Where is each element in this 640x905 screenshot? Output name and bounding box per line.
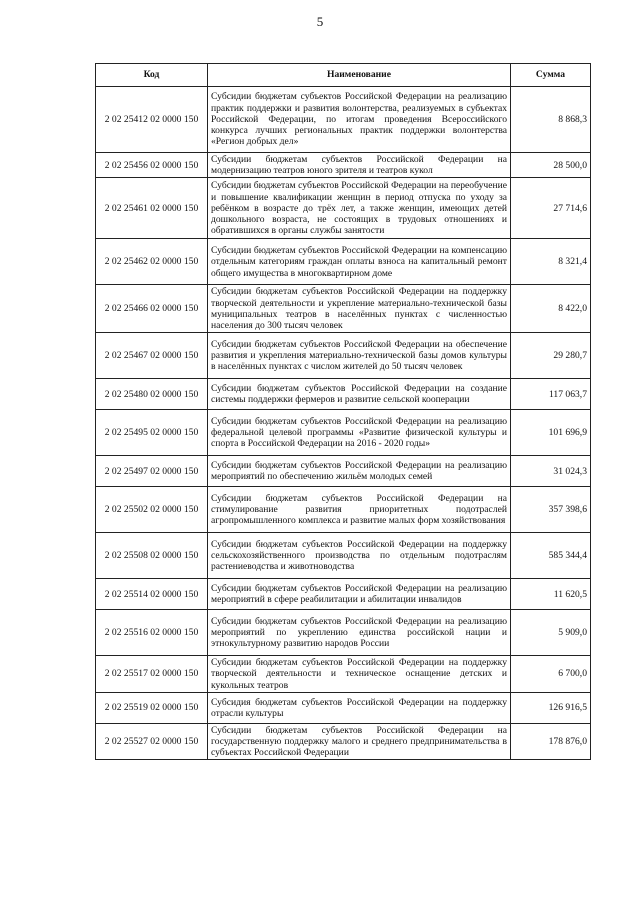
name-cell: Субсидии бюджетам субъектов Российской Федерации на компенсацию отдельным категориям граждан оплаты взноса на капитальный ремонт общего имущества в многоквартирном доме [208, 239, 511, 285]
code-cell: 2 02 25527 02 0000 150 [96, 723, 208, 760]
sum-cell: 357 398,6 [511, 487, 591, 533]
table-row [96, 239, 591, 285]
header-code: Код [96, 64, 208, 87]
table-row [96, 456, 591, 487]
sum-cell: 27 714,6 [511, 178, 591, 239]
table-row [96, 87, 591, 153]
header-name: Наименование [208, 64, 511, 87]
code-cell: 2 02 25461 02 0000 150 [96, 178, 208, 239]
code-cell: 2 02 25516 02 0000 150 [96, 610, 208, 656]
table-row [96, 723, 591, 760]
table-row [96, 178, 591, 239]
code-cell: 2 02 25502 02 0000 150 [96, 487, 208, 533]
sum-cell: 8 868,3 [511, 87, 591, 153]
code-cell: 2 02 25462 02 0000 150 [96, 239, 208, 285]
sum-cell: 126 916,5 [511, 692, 591, 723]
table-row [96, 379, 591, 410]
name-cell: Субсидии бюджетам субъектов Российской Федерации на поддержку творческой деятельности и техническое оснащение детских и кукольных театров [208, 656, 511, 693]
code-cell: 2 02 25514 02 0000 150 [96, 579, 208, 610]
code-cell: 2 02 25467 02 0000 150 [96, 333, 208, 379]
code-cell: 2 02 25517 02 0000 150 [96, 656, 208, 693]
sum-cell: 8 321,4 [511, 239, 591, 285]
name-cell: Субсидии бюджетам субъектов Российской Федерации на реализацию федеральной целевой программы «Развитие физической культуры и спорта в Российской Федерации на 2016 - 2020 годы» [208, 410, 511, 456]
name-cell: Субсидии бюджетам субъектов Российской Федерации на поддержку сельскохозяйственного производства по отдельным подотраслям растениеводства и животноводства [208, 533, 511, 579]
sum-cell: 28 500,0 [511, 153, 591, 178]
sum-cell: 117 063,7 [511, 379, 591, 410]
name-cell: Субсидии бюджетам субъектов Российской Федерации на реализацию мероприятий по обеспечению жильём молодых семей [208, 456, 511, 487]
code-cell: 2 02 25495 02 0000 150 [96, 410, 208, 456]
code-cell: 2 02 25508 02 0000 150 [96, 533, 208, 579]
name-cell: Субсидии бюджетам субъектов Российской Федерации на реализацию мероприятий по укреплению единства российской нации и этнокультурному развитию народов России [208, 610, 511, 656]
name-cell: Субсидии бюджетам субъектов Российской Федерации на переобучение и повышение квалификации женщин в период отпуска по уходу за ребёнком в возрасте до трёх лет, а также женщин, имеющих детей дошкольного возраста, не состоящих в трудовых отношениях и обратившихся в органы службы занятости [208, 178, 511, 239]
sum-cell: 585 344,4 [511, 533, 591, 579]
table-row [96, 656, 591, 693]
code-cell: 2 02 25497 02 0000 150 [96, 456, 208, 487]
code-cell: 2 02 25412 02 0000 150 [96, 87, 208, 153]
name-cell: Субсидии бюджетам субъектов Российской Федерации на модернизацию театров юного зрителя и театров кукол [208, 153, 511, 178]
name-cell: Субсидии бюджетам субъектов Российской Федерации на обеспечение развития и укрепления материально-технической базы домов культуры в населённых пунктах с числом жителей до 50 тысяч человек [208, 333, 511, 379]
code-cell: 2 02 25466 02 0000 150 [96, 285, 208, 333]
sum-cell: 5 909,0 [511, 610, 591, 656]
sum-cell: 31 024,3 [511, 456, 591, 487]
sum-cell: 101 696,9 [511, 410, 591, 456]
name-cell: Субсидия бюджетам субъектов Российской Федерации на поддержку отрасли культуры [208, 692, 511, 723]
table-body [96, 87, 591, 760]
table-row [96, 579, 591, 610]
code-cell: 2 02 25519 02 0000 150 [96, 692, 208, 723]
sum-cell: 6 700,0 [511, 656, 591, 693]
page-number: 5 [316, 14, 324, 29]
table-row [96, 610, 591, 656]
table-row [96, 285, 591, 333]
table-row [96, 692, 591, 723]
sum-cell: 8 422,0 [511, 285, 591, 333]
table-row [96, 153, 591, 178]
subsidies-table [95, 63, 591, 760]
table-header-row [96, 64, 591, 87]
table-row [96, 333, 591, 379]
code-cell: 2 02 25480 02 0000 150 [96, 379, 208, 410]
table-row [96, 487, 591, 533]
name-cell: Субсидии бюджетам субъектов Российской Федерации на стимулирование развития приоритетных подотраслей агропромышленного комплекса и развитие малых форм хозяйствования [208, 487, 511, 533]
name-cell: Субсидии бюджетам субъектов Российской Федерации на реализацию мероприятий в сфере реабилитации и абилитации инвалидов [208, 579, 511, 610]
sum-cell: 178 876,0 [511, 723, 591, 760]
name-cell: Субсидии бюджетам субъектов Российской Федерации на государственную поддержку малого и среднего предпринимательства в субъектах Российской Федерации [208, 723, 511, 760]
name-cell: Субсидии бюджетам субъектов Российской Федерации на реализацию практик поддержки и развития волонтерства, реализуемых в субъектах Российской Федерации, по итогам проведения Всероссийского конкурса лучших региональных практик поддержки волонтерства «Регион добрых дел» [208, 87, 511, 153]
name-cell: Субсидии бюджетам субъектов Российской Федерации на создание системы поддержки фермеров и развитие сельской кооперации [208, 379, 511, 410]
name-cell: Субсидии бюджетам субъектов Российской Федерации на поддержку творческой деятельности и укрепление материально-технической базы муниципальных театров в населённых пунктах с численностью населения до 300 тысяч человек [208, 285, 511, 333]
code-cell: 2 02 25456 02 0000 150 [96, 153, 208, 178]
header-sum: Сумма [511, 64, 591, 87]
sum-cell: 11 620,5 [511, 579, 591, 610]
table-row [96, 410, 591, 456]
sum-cell: 29 280,7 [511, 333, 591, 379]
table-row [96, 533, 591, 579]
